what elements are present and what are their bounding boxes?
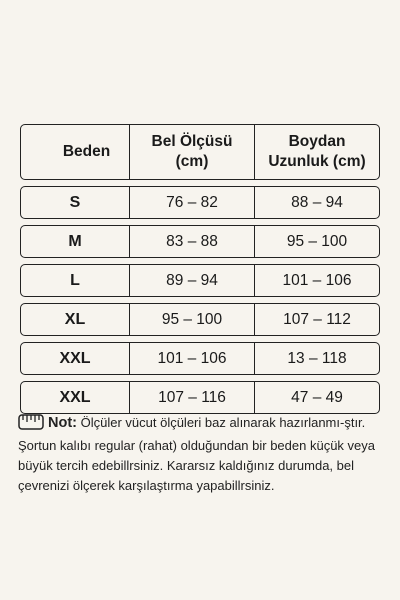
waist-cell: 101 – 106 [130, 342, 255, 375]
waist-cell: 76 – 82 [130, 186, 255, 219]
size-cell: M [20, 225, 130, 258]
size-table [20, 118, 380, 420]
length-cell: 47 – 49 [255, 381, 380, 414]
table-row [20, 186, 380, 219]
length-cell: 107 – 112 [255, 303, 380, 336]
length-header-line1: Boydan [288, 133, 346, 150]
note-label: Not: [48, 415, 77, 431]
size-cell: XL [20, 303, 130, 336]
note-paragraph [18, 413, 384, 501]
size-cell: XXL [20, 342, 130, 375]
length-header [255, 124, 380, 180]
length-cell: 95 – 100 [255, 225, 380, 258]
length-cell: 88 – 94 [255, 186, 380, 219]
table-row [20, 225, 380, 258]
table-row [20, 264, 380, 297]
header-row [20, 124, 380, 180]
size-cell: XXL [20, 381, 130, 414]
waist-cell: 95 – 100 [130, 303, 255, 336]
waist-cell: 89 – 94 [130, 264, 255, 297]
waist-header-line2: (cm) [175, 153, 209, 170]
table-row [20, 303, 380, 336]
waist-cell: 107 – 116 [130, 381, 255, 414]
ruler-icon [18, 414, 44, 436]
table-row [20, 342, 380, 375]
length-cell: 101 – 106 [255, 264, 380, 297]
length-header-line2: Uzunluk (cm) [268, 153, 366, 170]
length-cell: 13 – 118 [255, 342, 380, 375]
size-cell: L [20, 264, 130, 297]
note-text: Ölçüler vücut ölçüleri baz alınarak hazırlanmı-ştır. Şortun kalıbı regular (rahat) olduğundan bir beden küçük veya büyük tercih edebillrsiniz. Kararsız kaldığınız durumda, bel çevrenizi ölçerek karşılaştırma yapabillrsiniz. [18, 415, 375, 493]
table-row [20, 381, 380, 414]
size-cell: S [20, 186, 130, 219]
waist-header [130, 124, 255, 180]
size-chart [20, 118, 380, 420]
waist-cell: 83 – 88 [130, 225, 255, 258]
size-header: Beden [20, 124, 130, 180]
waist-header-line1: Bel Ölçüsü [151, 133, 233, 150]
